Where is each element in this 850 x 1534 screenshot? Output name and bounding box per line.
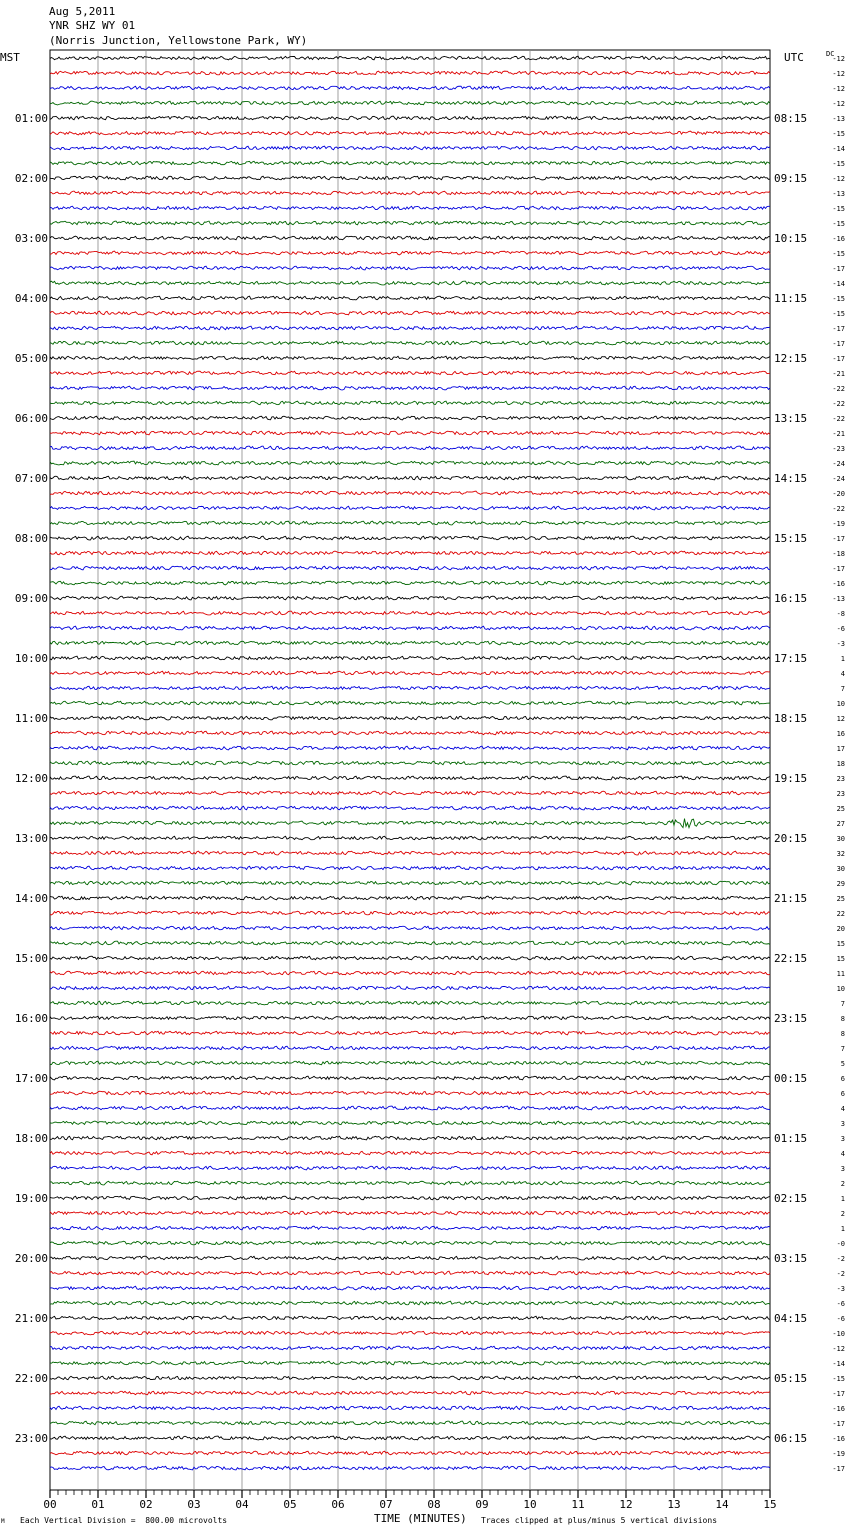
dc-offset-value: 7: [840, 685, 845, 693]
seismic-trace: [50, 401, 770, 405]
dc-offset-value: -3: [836, 640, 845, 648]
x-tick-label: 08: [427, 1498, 441, 1511]
dc-offset-value: -14: [832, 1360, 845, 1368]
dc-offset-value: 4: [840, 670, 845, 678]
seismic-trace: [50, 431, 770, 435]
dc-offset-value: 3: [840, 1120, 845, 1128]
dc-offset-value: -17: [832, 1390, 845, 1398]
dc-offset-value: 11: [836, 970, 845, 978]
x-tick-label: 12: [619, 1498, 633, 1511]
dc-offset-value: 15: [836, 940, 845, 948]
dc-offset-value: 10: [836, 700, 845, 708]
seismic-trace: [50, 266, 770, 270]
x-tick-label: 03: [187, 1498, 201, 1511]
dc-offset-value: 1: [840, 1195, 845, 1203]
x-tick-label: 02: [139, 1498, 153, 1511]
dc-offset-value: -21: [832, 370, 845, 378]
utc-hour-label: 23:15: [774, 1012, 808, 1025]
seismic-trace: [50, 1196, 770, 1200]
seismic-trace: [50, 791, 770, 795]
utc-hour-label: 04:15: [774, 1312, 808, 1325]
seismic-trace: [50, 941, 770, 945]
utc-axis-label: UTC: [784, 51, 804, 64]
seismic-trace: [50, 1061, 770, 1065]
mst-hour-label: 06:00: [14, 412, 48, 425]
dc-offset-value: 18: [836, 760, 845, 768]
dc-offset-value: 2: [840, 1180, 845, 1188]
seismic-trace: [50, 1016, 770, 1020]
dc-offset-value: -20: [832, 490, 845, 498]
mst-hour-label: 16:00: [14, 1012, 48, 1025]
mst-axis-label: MST: [0, 51, 20, 64]
seismic-trace: [50, 101, 770, 105]
seismic-trace: [50, 161, 770, 165]
dc-offset-value: 8: [840, 1030, 845, 1038]
dc-offset-value: 6: [840, 1075, 845, 1083]
seismic-trace: [50, 986, 770, 990]
mst-hour-label: 23:00: [14, 1432, 48, 1445]
dc-offset-value: -16: [832, 1405, 845, 1413]
seismic-trace: [50, 1466, 770, 1470]
seismic-trace: [50, 1301, 770, 1305]
seismic-trace: [50, 206, 770, 210]
x-tick-label: 14: [715, 1498, 729, 1511]
seismic-trace: [50, 836, 770, 840]
mst-hour-label: 10:00: [14, 652, 48, 665]
seismic-trace: [50, 311, 770, 315]
dc-offset-value: -12: [832, 85, 845, 93]
x-tick-label: 05: [283, 1498, 297, 1511]
utc-hour-label: 01:15: [774, 1132, 808, 1145]
seismic-trace: [50, 1361, 770, 1365]
dc-offset-value: -12: [832, 55, 845, 63]
seismic-trace: [50, 521, 770, 525]
utc-hour-label: 00:15: [774, 1072, 808, 1085]
utc-hour-label: 17:15: [774, 652, 808, 665]
seismic-trace: [50, 221, 770, 225]
dc-offset-value: -14: [832, 145, 845, 153]
dc-offset-value: -15: [832, 310, 845, 318]
seismic-trace: [50, 56, 770, 60]
seismic-trace: [50, 1046, 770, 1050]
dc-offset-value: -12: [832, 1345, 845, 1353]
seismic-trace: [50, 776, 770, 780]
dc-offset-value: -2: [836, 1270, 845, 1278]
x-tick-label: 13: [667, 1498, 681, 1511]
mst-hour-label: 08:00: [14, 532, 48, 545]
seismic-trace: [50, 1271, 770, 1275]
seismic-trace: [50, 971, 770, 975]
dc-offset-value: 4: [840, 1150, 845, 1158]
seismic-trace: [50, 911, 770, 915]
dc-offset-value: -22: [832, 385, 845, 393]
dc-offset-value: 20: [836, 925, 845, 933]
seismic-trace: [50, 1226, 770, 1230]
seismic-trace: [50, 1166, 770, 1170]
seismic-trace: [50, 626, 770, 630]
mst-hour-label: 14:00: [14, 892, 48, 905]
dc-offset-value: 10: [836, 985, 845, 993]
mst-hour-label: 19:00: [14, 1192, 48, 1205]
dc-offset-value: -12: [832, 175, 845, 183]
dc-offset-value: 17: [836, 745, 845, 753]
utc-hour-label: 13:15: [774, 412, 808, 425]
dc-offset-value: -16: [832, 1435, 845, 1443]
seismic-trace: [50, 1376, 770, 1380]
dc-offset-value: 16: [836, 730, 845, 738]
seismic-trace: [50, 1451, 770, 1455]
dc-offset-value: -18: [832, 550, 845, 558]
seismic-trace: [50, 326, 770, 330]
utc-hour-label: 10:15: [774, 232, 808, 245]
seismic-trace: [50, 356, 770, 360]
utc-hour-label: 08:15: [774, 112, 808, 125]
seismic-trace: [50, 581, 770, 585]
dc-offset-value: -15: [832, 295, 845, 303]
dc-offset-value: -17: [832, 1465, 845, 1473]
dc-offset-value: -22: [832, 400, 845, 408]
clip-note: Traces clipped at plus/minus 5 vertical divisions: [481, 1516, 718, 1525]
dc-offset-value: -12: [832, 70, 845, 78]
dc-offset-value: -13: [832, 115, 845, 123]
x-tick-label: 01: [91, 1498, 105, 1511]
dc-offset-value: -17: [832, 325, 845, 333]
seismic-trace: [50, 116, 770, 120]
dc-offset-value: 32: [836, 850, 845, 858]
dc-offset-value: -15: [832, 220, 845, 228]
station-location: (Norris Junction, Yellowstone Park, WY): [49, 34, 308, 47]
seismic-trace: [50, 596, 770, 600]
seismic-trace: [50, 1316, 770, 1320]
seismic-trace: [50, 866, 770, 870]
seismic-trace: [50, 1331, 770, 1335]
mst-hour-label: 02:00: [14, 172, 48, 185]
seismic-trace: [50, 1151, 770, 1155]
x-tick-label: 00: [43, 1498, 57, 1511]
seismic-trace: [50, 851, 770, 855]
dc-offset-value: 25: [836, 895, 845, 903]
dc-offset-value: -16: [832, 580, 845, 588]
seismic-trace: [50, 881, 770, 885]
dc-offset-value: -6: [836, 625, 845, 633]
utc-hour-label: 05:15: [774, 1372, 808, 1385]
utc-hour-label: 16:15: [774, 592, 808, 605]
seismic-trace: [50, 611, 770, 615]
dc-offset-value: -24: [832, 475, 845, 483]
dc-offset-value: -2: [836, 1255, 845, 1263]
dc-offset-value: -15: [832, 160, 845, 168]
dc-offset-value: 5: [840, 1060, 845, 1068]
dc-offset-value: 29: [836, 880, 845, 888]
seismic-trace: [50, 386, 770, 390]
seismic-trace: [50, 236, 770, 240]
dc-offset-value: 23: [836, 775, 845, 783]
dc-offset-value: 15: [836, 955, 845, 963]
dc-offset-value: -13: [832, 190, 845, 198]
seismic-trace: [50, 1106, 770, 1110]
dc-offset-value: 8: [840, 1015, 845, 1023]
seismic-trace: [50, 176, 770, 180]
footer-mark: M: [1, 1518, 5, 1525]
seismic-trace: [50, 296, 770, 300]
x-tick-label: 04: [235, 1498, 249, 1511]
seismic-trace: [50, 71, 770, 75]
dc-offset-value: 25: [836, 805, 845, 813]
dc-offset-value: 7: [840, 1000, 845, 1008]
seismic-trace: [50, 251, 770, 255]
seismic-trace: [50, 1181, 770, 1185]
mst-hour-label: 07:00: [14, 472, 48, 485]
dc-offset-value: -19: [832, 1450, 845, 1458]
dc-offset-label: DC: [826, 50, 835, 58]
seismic-trace: [50, 686, 770, 690]
seismic-trace: [50, 146, 770, 150]
utc-hour-label: 20:15: [774, 832, 808, 845]
dc-offset-value: 7: [840, 1045, 845, 1053]
utc-hour-label: 12:15: [774, 352, 808, 365]
station-code: YNR SHZ WY 01: [49, 19, 136, 32]
dc-offset-value: -6: [836, 1300, 845, 1308]
chart-date: Aug 5,2011: [49, 5, 116, 18]
seismic-trace: [50, 506, 770, 510]
seismic-trace: [50, 1241, 770, 1245]
dc-offset-value: -15: [832, 205, 845, 213]
dc-offset-value: -6: [836, 1315, 845, 1323]
seismic-trace: [50, 1211, 770, 1215]
utc-hour-label: 03:15: [774, 1252, 808, 1265]
seismic-trace: [50, 1091, 770, 1095]
dc-offset-value: 12: [836, 715, 845, 723]
seismic-trace: [50, 131, 770, 135]
dc-offset-value: 30: [836, 835, 845, 843]
utc-hour-label: 15:15: [774, 532, 808, 545]
dc-offset-value: -12: [832, 100, 845, 108]
utc-hour-label: 21:15: [774, 892, 808, 905]
seismic-trace: [50, 926, 770, 930]
utc-hour-label: 19:15: [774, 772, 808, 785]
seismic-trace: [50, 416, 770, 420]
utc-hour-label: 14:15: [774, 472, 808, 485]
seismic-trace: [50, 761, 770, 765]
utc-hour-label: 09:15: [774, 172, 808, 185]
dc-offset-value: -17: [832, 535, 845, 543]
x-tick-label: 11: [571, 1498, 585, 1511]
seismic-trace: [50, 86, 770, 90]
mst-hour-label: 18:00: [14, 1132, 48, 1145]
x-tick-label: 10: [523, 1498, 537, 1511]
dc-offset-value: 1: [840, 655, 845, 663]
dc-offset-value: 3: [840, 1165, 845, 1173]
dc-offset-value: -22: [832, 505, 845, 513]
seismic-trace: [50, 641, 770, 645]
dc-offset-value: 6: [840, 1090, 845, 1098]
utc-hour-label: 22:15: [774, 952, 808, 965]
dc-offset-value: -8: [836, 610, 845, 618]
seismic-trace: [50, 1391, 770, 1395]
mst-hour-label: 04:00: [14, 292, 48, 305]
vertical-division-note: Each Vertical Division = 800.00 microvolts: [20, 1516, 228, 1525]
mst-hour-label: 01:00: [14, 112, 48, 125]
dc-offset-value: -15: [832, 1375, 845, 1383]
mst-hour-label: 13:00: [14, 832, 48, 845]
utc-hour-label: 18:15: [774, 712, 808, 725]
seismic-trace: [50, 371, 770, 375]
seismic-trace: [50, 191, 770, 195]
seismic-trace: [50, 1121, 770, 1125]
seismic-trace: [50, 1286, 770, 1290]
seismic-trace: [50, 746, 770, 750]
dc-offset-value: -15: [832, 130, 845, 138]
seismic-trace: [50, 1031, 770, 1035]
dc-offset-value: -10: [832, 1330, 845, 1338]
seismic-trace: [50, 1076, 770, 1080]
dc-offset-value: -24: [832, 460, 845, 468]
x-tick-label: 15: [763, 1498, 777, 1511]
dc-offset-value: -17: [832, 1420, 845, 1428]
seismic-trace: [50, 461, 770, 465]
seismic-trace: [50, 491, 770, 495]
dc-offset-value: -17: [832, 340, 845, 348]
seismic-trace: [50, 656, 770, 660]
dc-offset-value: -13: [832, 595, 845, 603]
seismic-trace: [50, 1256, 770, 1260]
mst-hour-label: 12:00: [14, 772, 48, 785]
seismic-trace: [50, 536, 770, 540]
mst-hour-label: 22:00: [14, 1372, 48, 1385]
seismic-trace: [50, 566, 770, 570]
utc-hour-label: 06:15: [774, 1432, 808, 1445]
mst-hour-label: 15:00: [14, 952, 48, 965]
dc-offset-value: 2: [840, 1210, 845, 1218]
dc-offset-value: 3: [840, 1135, 845, 1143]
utc-hour-label: 11:15: [774, 292, 808, 305]
seismic-trace: [50, 281, 770, 285]
utc-hour-label: 02:15: [774, 1192, 808, 1205]
dc-offset-value: -17: [832, 265, 845, 273]
dc-offset-value: 22: [836, 910, 845, 918]
x-axis-title: TIME (MINUTES): [374, 1512, 467, 1525]
dc-offset-value: -14: [832, 280, 845, 288]
dc-offset-value: -21: [832, 430, 845, 438]
dc-offset-value: -3: [836, 1285, 845, 1293]
x-tick-label: 06: [331, 1498, 345, 1511]
dc-offset-value: 27: [836, 820, 845, 828]
seismic-trace: [50, 806, 770, 810]
seismic-trace: [50, 1001, 770, 1005]
dc-offset-value: 23: [836, 790, 845, 798]
dc-offset-value: -22: [832, 415, 845, 423]
mst-hour-label: 05:00: [14, 352, 48, 365]
mst-hour-label: 09:00: [14, 592, 48, 605]
mst-hour-label: 20:00: [14, 1252, 48, 1265]
seismic-trace: [50, 716, 770, 720]
seismic-trace: [50, 476, 770, 480]
seismic-trace: [50, 896, 770, 900]
mst-hour-label: 03:00: [14, 232, 48, 245]
mst-hour-label: 11:00: [14, 712, 48, 725]
seismic-trace: [50, 341, 770, 345]
seismic-trace: [50, 1346, 770, 1350]
dc-offset-value: 30: [836, 865, 845, 873]
dc-offset-value: -15: [832, 250, 845, 258]
seismic-trace: [50, 701, 770, 705]
dc-offset-value: -23: [832, 445, 845, 453]
seismic-trace: [50, 1421, 770, 1425]
mst-hour-label: 17:00: [14, 1072, 48, 1085]
seismic-trace: [50, 956, 770, 960]
mst-hour-label: 21:00: [14, 1312, 48, 1325]
dc-offset-value: 4: [840, 1105, 845, 1113]
seismic-trace: [50, 1406, 770, 1410]
seismic-trace: [50, 671, 770, 675]
x-tick-label: 09: [475, 1498, 489, 1511]
dc-offset-value: -17: [832, 565, 845, 573]
seismic-trace: [50, 1436, 770, 1440]
seismic-trace: [50, 551, 770, 555]
x-tick-label: 07: [379, 1498, 393, 1511]
seismic-trace: [50, 819, 770, 828]
dc-offset-value: -0: [836, 1240, 845, 1248]
seismic-trace: [50, 731, 770, 735]
dc-offset-value: -17: [832, 355, 845, 363]
seismic-trace: [50, 1136, 770, 1140]
dc-offset-value: -19: [832, 520, 845, 528]
dc-offset-value: 1: [840, 1225, 845, 1233]
seismic-trace: [50, 446, 770, 450]
dc-offset-value: -16: [832, 235, 845, 243]
